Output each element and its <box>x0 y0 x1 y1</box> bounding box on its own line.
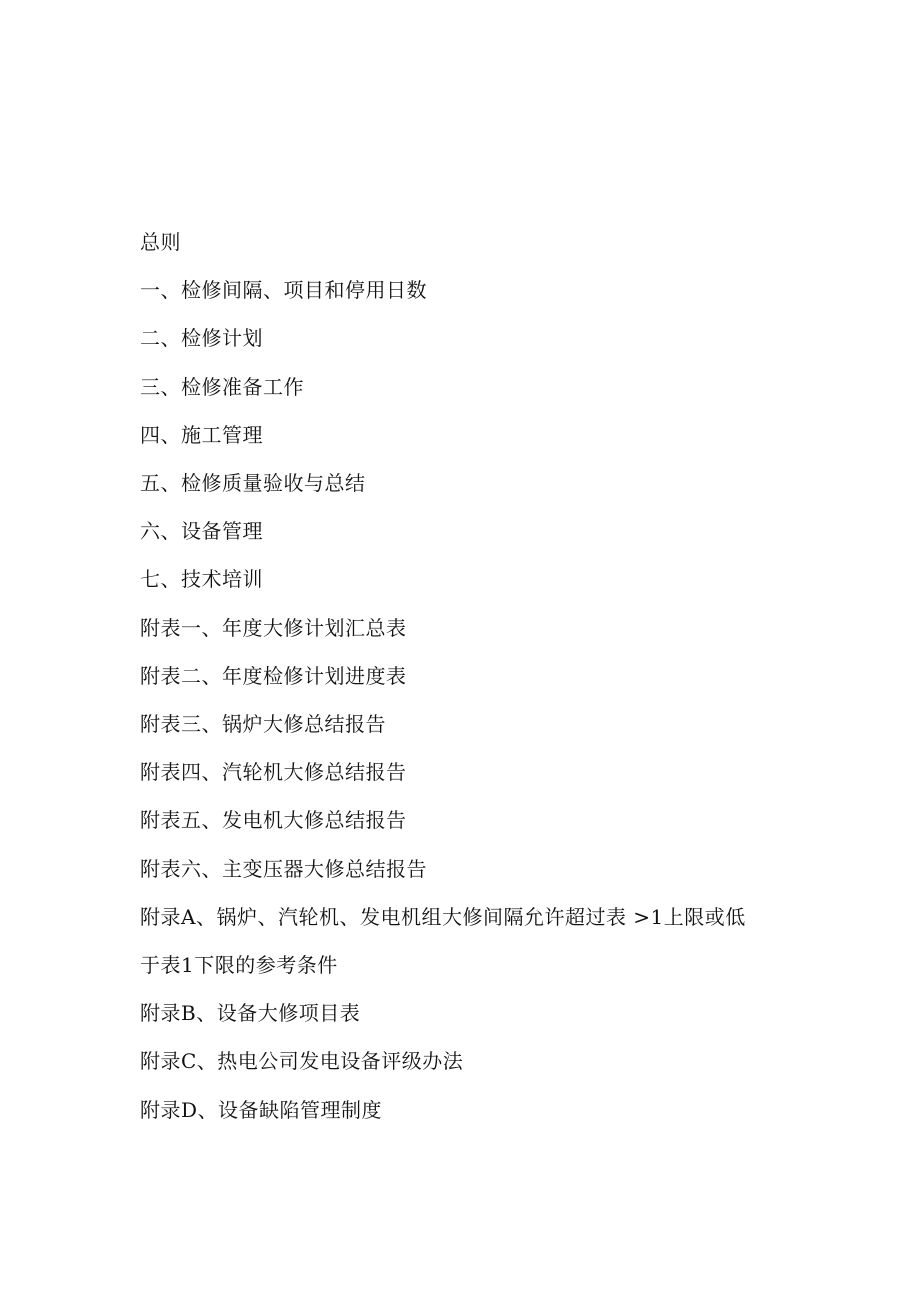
toc-item-4: 四、施工管理 <box>140 422 263 447</box>
toc-item-schedule-5: 附表五、发电机大修总结报告 <box>140 808 407 833</box>
toc-item-schedule-6: 附表六、主变压器大修总结报告 <box>140 856 427 881</box>
toc-item-appendix-b: 附录B、设备大修项目表 <box>140 1001 361 1026</box>
toc-item-schedule-3: 附表三、锅炉大修总结报告 <box>140 712 386 737</box>
toc-item-1: 一、检修间隔、项目和停用日数 <box>140 278 427 303</box>
toc-item-schedule-1: 附表一、年度大修计划汇总表 <box>140 615 407 640</box>
toc-item-7: 七、技术培训 <box>140 567 263 592</box>
table-of-contents <box>140 218 800 1134</box>
toc-item-appendix-a-line-1: 附录A、锅炉、汽轮机、发电机组大修间隔允许超过表 >1上限或低 <box>140 904 746 929</box>
toc-item-schedule-2: 附表二、年度检修计划进度表 <box>140 663 407 688</box>
toc-item-appendix-a-line-2: 于表1下限的参考条件 <box>140 953 338 978</box>
toc-item-general: 总则 <box>140 230 181 254</box>
toc-item-2: 二、检修计划 <box>140 326 263 351</box>
toc-item-appendix-c: 附录C、热电公司发电设备评级办法 <box>140 1049 464 1074</box>
toc-item-6: 六、设备管理 <box>140 519 263 544</box>
toc-item-3: 三、检修准备工作 <box>140 374 304 399</box>
toc-item-appendix-d: 附录D、设备缺陷管理制度 <box>140 1097 383 1122</box>
toc-item-5: 五、检修质量验收与总结 <box>140 471 366 496</box>
toc-item-schedule-4: 附表四、汽轮机大修总结报告 <box>140 760 407 785</box>
